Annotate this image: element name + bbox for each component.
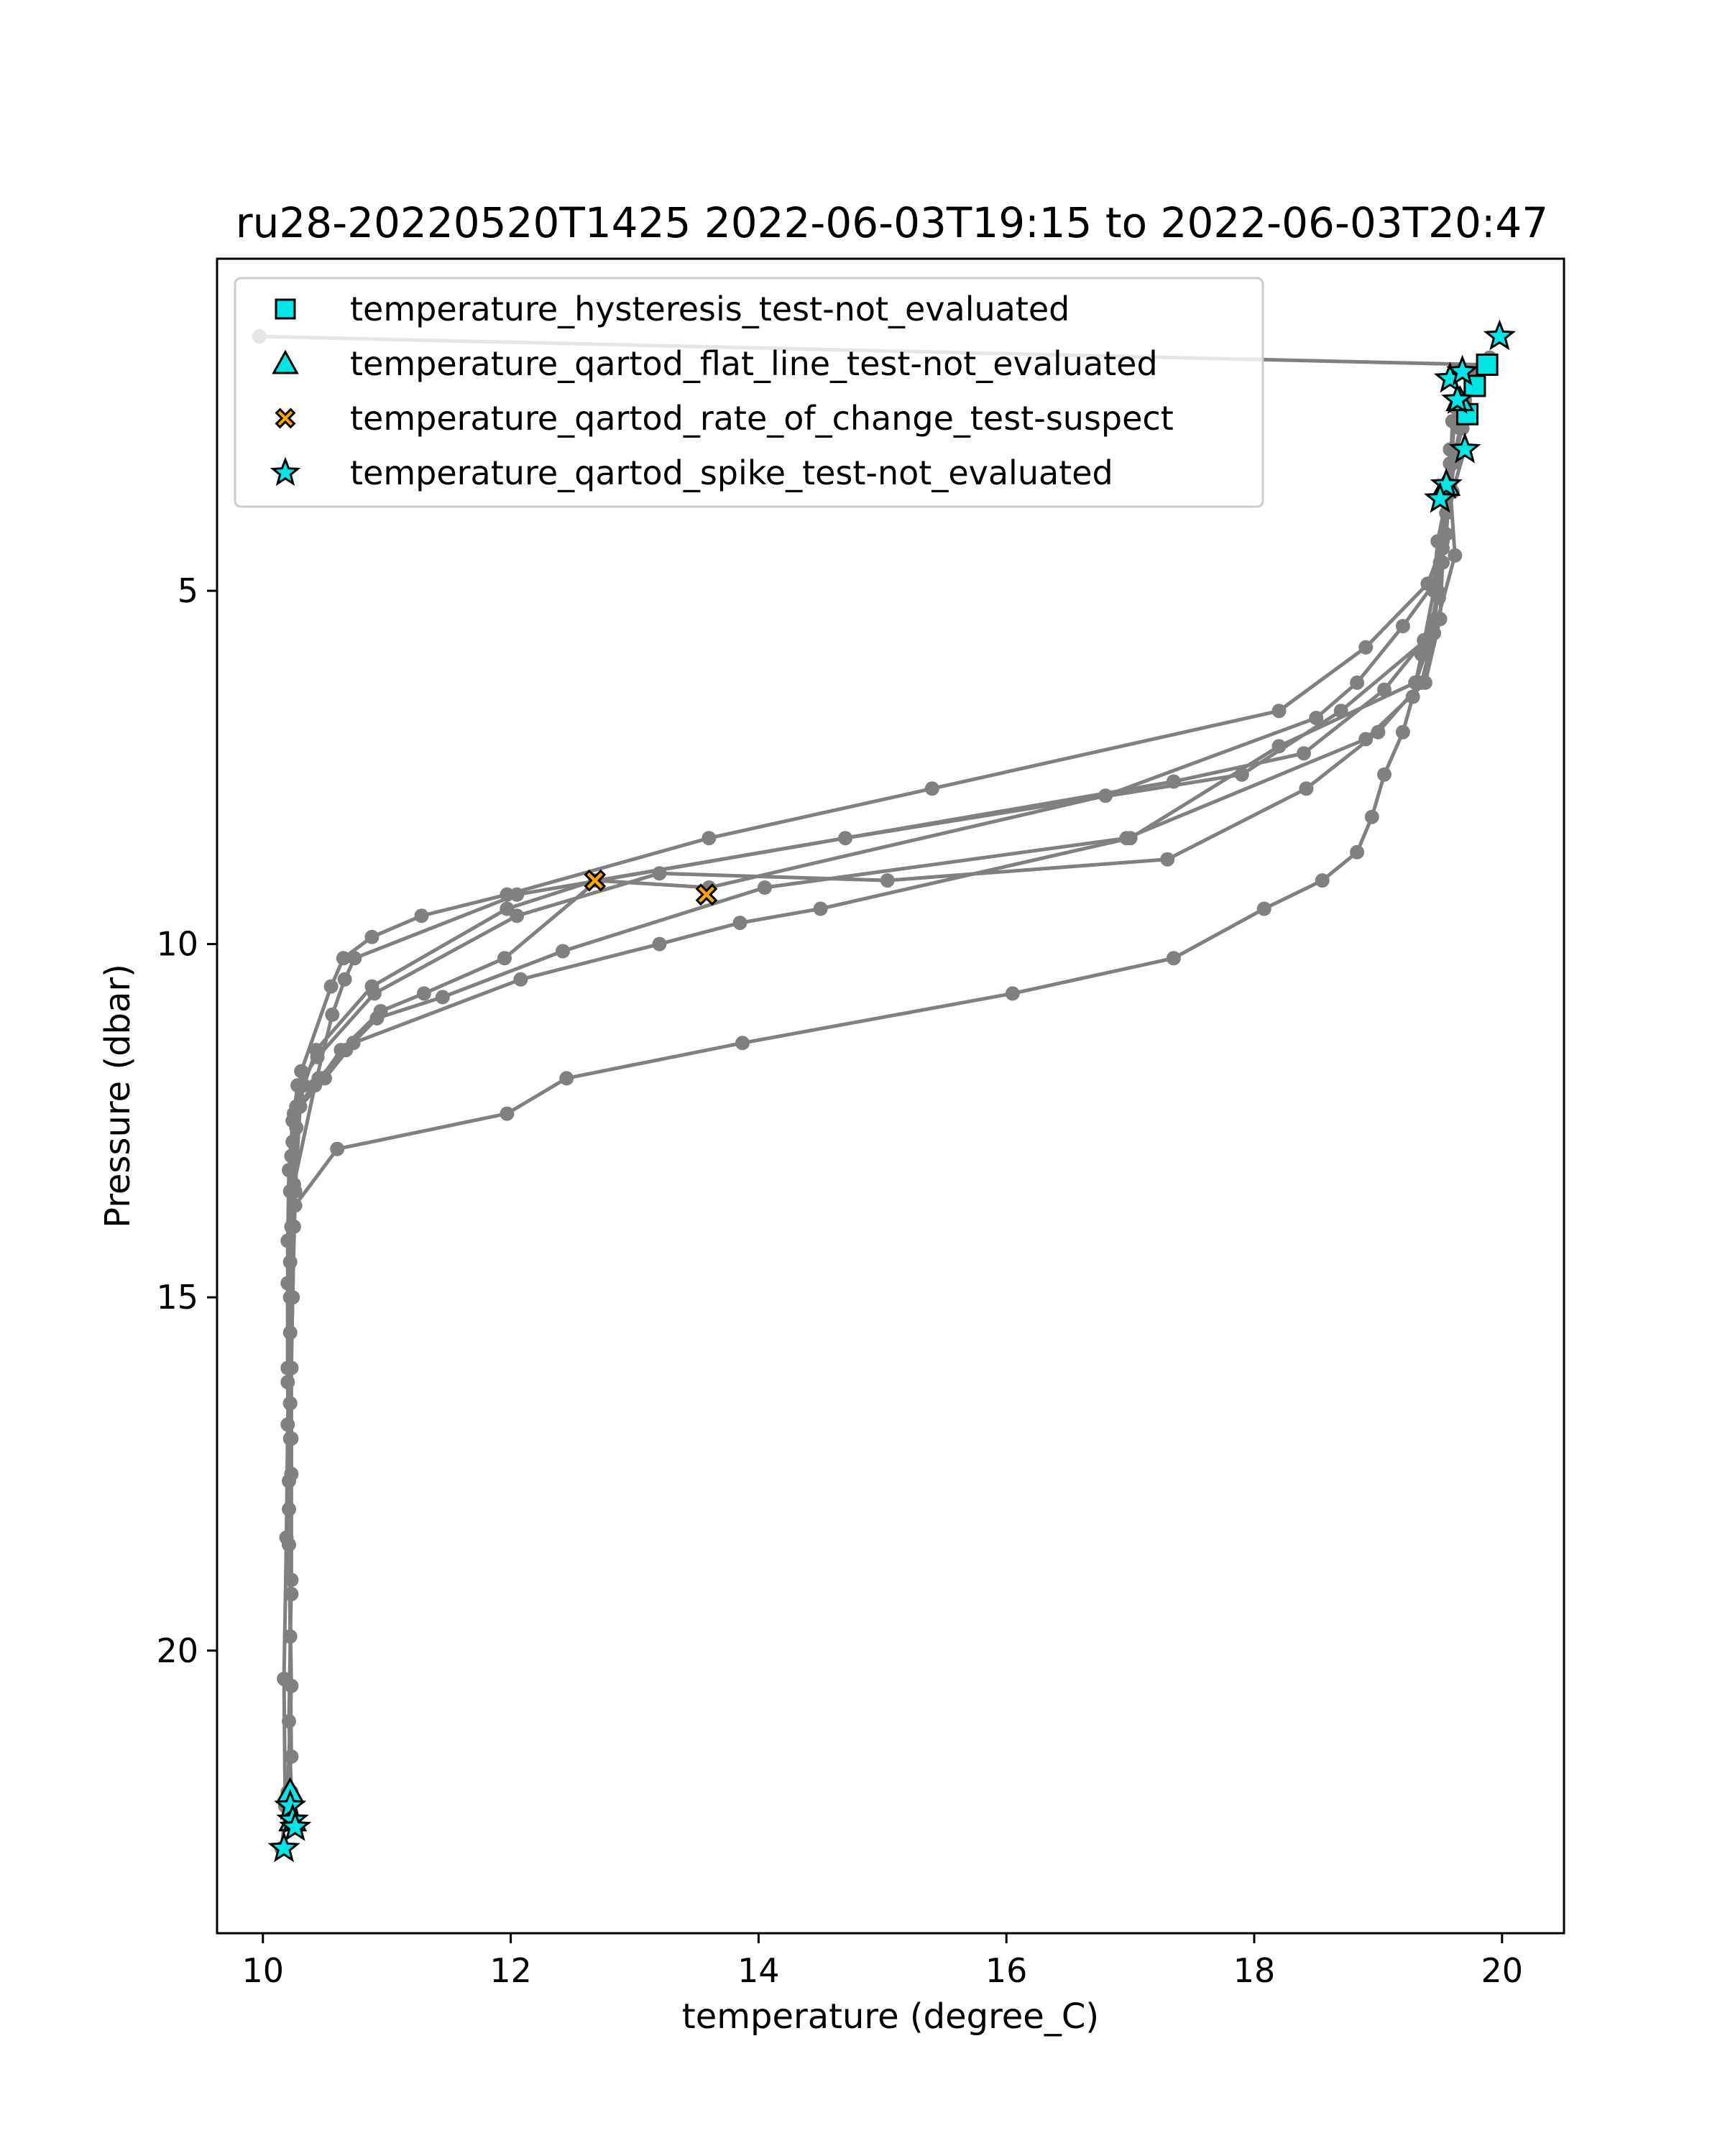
data-point (417, 986, 431, 1000)
data-point (280, 1417, 295, 1432)
x-tick-label: 16 (985, 1951, 1028, 1990)
data-point (283, 1290, 298, 1304)
data-point (838, 831, 852, 845)
data-point (1098, 788, 1113, 803)
legend-entry-1 (276, 290, 1070, 328)
data-point (369, 1011, 384, 1026)
data-point (330, 1142, 344, 1156)
data-point (653, 866, 667, 880)
data-point (653, 937, 667, 952)
data-point (500, 1107, 514, 1121)
data-point (324, 980, 339, 994)
data-point (758, 880, 772, 895)
data-point (1272, 739, 1287, 753)
data-point (1365, 810, 1379, 824)
data-point (1358, 640, 1373, 655)
data-point (1297, 746, 1311, 760)
y-tick-label: 10 (156, 924, 198, 964)
data-point (1377, 768, 1392, 782)
data-point (325, 1008, 339, 1022)
data-point (436, 990, 450, 1004)
x-tick-label: 20 (1481, 1951, 1524, 1990)
data-point (283, 1396, 298, 1411)
data-point (415, 908, 429, 923)
data-point (733, 916, 748, 930)
data-point (338, 972, 352, 987)
y-tick-label: 15 (156, 1278, 198, 1317)
data-point (513, 972, 528, 987)
y-axis-label: Pressure (dbar) (98, 964, 138, 1228)
data-point (1358, 732, 1373, 747)
data-point (1406, 690, 1420, 704)
chart-title: ru28-20220520T1425 2022-06-03T19:15 to 2022-06-03T20:47 (235, 198, 1549, 247)
data-point (1272, 704, 1287, 718)
data-point (280, 1531, 294, 1545)
data-point (559, 1071, 574, 1085)
data-point (1123, 831, 1138, 845)
x-tick-label: 18 (1233, 1951, 1276, 1990)
x-axis-label: temperature (degree_C) (681, 1996, 1100, 2037)
data-point (293, 1100, 308, 1114)
data-point (500, 902, 514, 916)
legend (235, 278, 1263, 507)
legend-label: temperature_qartod_flat_line_test-not_evaluated (350, 344, 1158, 383)
data-point (1414, 648, 1429, 662)
data-point (1350, 676, 1364, 690)
data-point (500, 888, 514, 902)
data-point (1309, 711, 1323, 725)
y-tick-label: 20 (156, 1631, 198, 1670)
data-point (556, 944, 570, 959)
x-tick-label: 10 (242, 1951, 285, 1990)
legend-entry-4 (273, 453, 1113, 492)
data-point (1006, 986, 1020, 1000)
legend-entry-2 (274, 344, 1158, 383)
data-point (309, 1043, 323, 1057)
data-point (1396, 725, 1410, 740)
data-point (277, 1672, 291, 1686)
data-point (1448, 548, 1462, 563)
data-point (1299, 781, 1313, 796)
legend-label: temperature_qartod_spike_test-not_evaluated (350, 453, 1113, 492)
data-point (880, 873, 895, 888)
data-point (1396, 619, 1410, 633)
legend-label: temperature_hysteresis_test-not_evaluated (350, 290, 1070, 328)
data-point (1167, 951, 1181, 965)
data-point (346, 1036, 361, 1050)
data-point (497, 951, 512, 965)
data-point (365, 930, 380, 944)
data-point (1427, 584, 1441, 598)
legend-marker-square (276, 300, 295, 318)
data-point (1257, 902, 1271, 916)
data-point (735, 1036, 750, 1050)
y-tick-label: 5 (177, 571, 198, 611)
data-point (1350, 845, 1364, 860)
data-point (336, 951, 351, 965)
data-point (1160, 852, 1174, 867)
data-point (1315, 873, 1330, 888)
x-tick-label: 14 (737, 1951, 780, 1990)
data-point (318, 1071, 332, 1085)
data-point (365, 980, 380, 994)
data-point (284, 1220, 298, 1234)
data-point (925, 781, 939, 796)
legend-label: temperature_qartod_rate_of_change_test-suspect (350, 399, 1174, 438)
data-point (814, 902, 828, 916)
data-point (702, 831, 716, 845)
data-point (288, 1198, 303, 1212)
x-tick-label: 12 (489, 1951, 532, 1990)
data-point (1435, 534, 1450, 548)
legend-entry-3 (277, 399, 1174, 438)
flag-marker-square (1477, 354, 1497, 374)
